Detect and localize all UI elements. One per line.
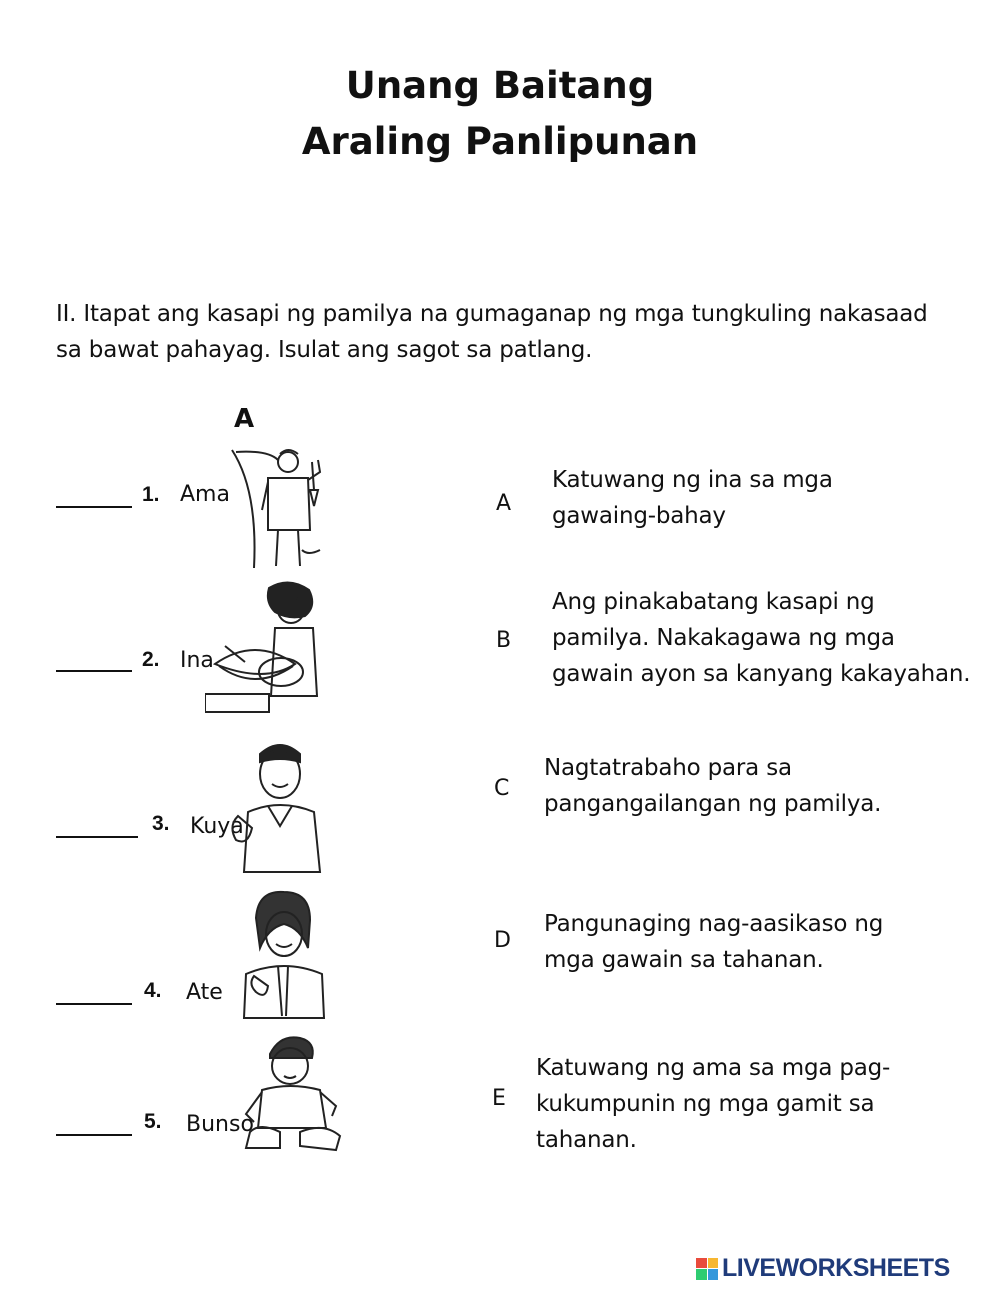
liveworksheets-logo-icon xyxy=(696,1258,718,1280)
choice-letter-c: C xyxy=(494,776,510,801)
item-name-3: Kuya xyxy=(190,814,244,839)
choice-c-line-2: pangangailangan ng pamilya. xyxy=(544,791,882,817)
baby-icon xyxy=(240,1032,350,1156)
title-grade: Unang Baitang xyxy=(345,64,655,107)
item-number-1: 1. xyxy=(142,483,160,506)
instructions-line-1: II. Itapat ang kasapi ng pamilya na gumaganap ng mga tungkuling nakasaad xyxy=(56,301,928,327)
answer-blank-1[interactable] xyxy=(56,506,132,508)
choice-e-line-2: kukumpunin ng mga gamit sa xyxy=(536,1091,875,1117)
item-name-1: Ama xyxy=(180,482,230,507)
answer-blank-4[interactable] xyxy=(56,1003,132,1005)
choice-text-c xyxy=(544,750,881,822)
choice-text-e xyxy=(536,1050,890,1158)
choice-letter-e: E xyxy=(492,1086,506,1111)
item-name-2: Ina xyxy=(180,648,214,673)
older-sister-icon xyxy=(238,888,326,1020)
title-subject: Araling Panlipunan xyxy=(301,120,699,163)
item-number-3: 3. xyxy=(152,812,170,835)
father-fishing-icon xyxy=(228,430,328,570)
choice-d-line-1: Pangunaging nag-aasikaso ng xyxy=(544,911,884,937)
image-label: A xyxy=(234,404,255,434)
choice-b-line-1: Ang pinakabatang kasapi ng xyxy=(552,589,875,615)
choice-e-line-1: Katuwang ng ama sa mga pag- xyxy=(536,1055,891,1081)
liveworksheets-brand[interactable] xyxy=(696,1254,950,1283)
instructions-line-2: sa bawat pahayag. Isulat ang sagot sa patlang. xyxy=(56,337,593,363)
choice-a-line-2: gawaing-bahay xyxy=(552,503,726,529)
choice-d-line-2: mga gawain sa tahanan. xyxy=(544,947,824,973)
answer-blank-2[interactable] xyxy=(56,670,132,672)
choice-letter-d: D xyxy=(494,928,511,953)
choice-letter-b: B xyxy=(496,628,512,653)
item-number-2: 2. xyxy=(142,648,160,671)
item-name-5: Bunso xyxy=(186,1112,254,1137)
answer-blank-5[interactable] xyxy=(56,1134,132,1136)
item-name-4: Ate xyxy=(186,980,223,1005)
choice-text-a xyxy=(552,462,833,534)
answer-blank-3[interactable] xyxy=(56,836,138,838)
item-number-4: 4. xyxy=(144,979,162,1002)
choice-text-b xyxy=(552,584,970,692)
mother-cooking-icon xyxy=(205,576,323,716)
choice-a-line-1: Katuwang ng ina sa mga xyxy=(552,467,833,493)
instructions xyxy=(56,296,956,368)
choice-b-line-2: pamilya. Nakakagawa ng mga xyxy=(552,625,895,651)
item-number-5: 5. xyxy=(144,1110,162,1133)
choice-text-d xyxy=(544,906,883,978)
choice-b-line-3: gawain ayon sa kanyang kakayahan. xyxy=(552,661,971,687)
choice-e-line-3: tahanan. xyxy=(536,1127,637,1153)
choice-c-line-1: Nagtatrabaho para sa xyxy=(544,755,792,781)
choice-letter-a: A xyxy=(496,491,512,516)
brand-name: LIVEWORKSHEETS xyxy=(722,1254,950,1282)
older-brother-icon xyxy=(228,736,330,876)
